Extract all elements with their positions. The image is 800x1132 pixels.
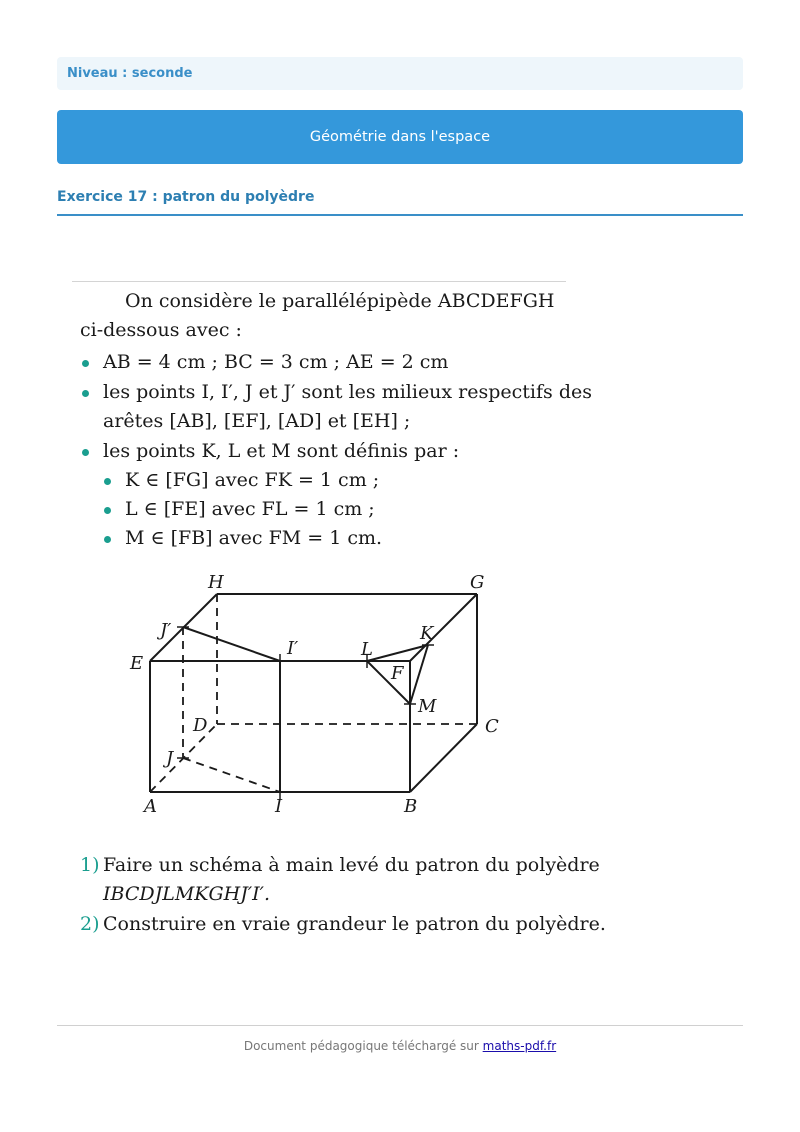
label-j-prime: J′ [160,620,172,641]
segment-lm [367,661,410,704]
page-title: Géométrie dans l'espace [309,129,491,145]
label-g: G [470,572,485,593]
label-m: M [418,696,437,717]
bullet-3-text: les points K, L et M sont définis par : [103,440,460,462]
label-l: L [361,639,373,660]
intro-line-1: On considère le parallélépipède ABCDEFGH [125,290,555,312]
label-k: K [420,623,434,644]
sub-bullet-3-text: M ∈ [FB] avec FM = 1 cm. [125,527,383,549]
label-a: A [144,796,157,817]
footer-link[interactable]: maths-pdf.fr [482,1039,557,1053]
level-label: Niveau : seconde [67,66,193,81]
segment-jprime-iprime [183,627,280,661]
label-b: B [404,796,418,817]
question-2-number: 2) [80,913,100,935]
label-d: D [193,715,208,736]
footer [0,1039,800,1053]
label-c: C [485,716,499,737]
segment-j-i [183,758,280,792]
exercise-title: Exercice 17 : patron du polyèdre [57,189,315,205]
question-1-line-1: Faire un schéma à main levé du patron du polyèdre [103,854,600,876]
label-i: I [275,796,283,817]
bullet-2-line-1: les points I, I′, J et J′ sont les milieux respectifs des [103,381,592,403]
question-1-line-2: IBCDJLMKGHJ′I′. [103,883,271,905]
label-h: H [208,572,224,593]
sub-bullet-1-text: K ∈ [FG] avec FK = 1 cm ; [125,469,380,491]
bullet-1-text: AB = 4 cm ; BC = 3 cm ; AE = 2 cm [103,351,449,373]
question-2-text: Construire en vraie grandeur le patron du polyèdre. [103,913,606,935]
edge-bc [410,724,477,792]
bullet-2-line-2: arêtes [AB], [EF], [AD] et [EH] ; [103,410,411,432]
footer-text: Document pédagogique téléchargé sur [243,1039,479,1053]
label-i-prime: I′ [287,638,299,659]
question-1-number: 1) [80,854,100,876]
label-j: J [166,748,174,769]
sub-bullet-2-text: L ∈ [FE] avec FL = 1 cm ; [125,498,375,520]
intro-line-2: ci-dessous avec : [80,319,242,341]
label-e: E [130,653,144,674]
footer-divider [57,1025,743,1026]
label-f: F [391,663,404,684]
